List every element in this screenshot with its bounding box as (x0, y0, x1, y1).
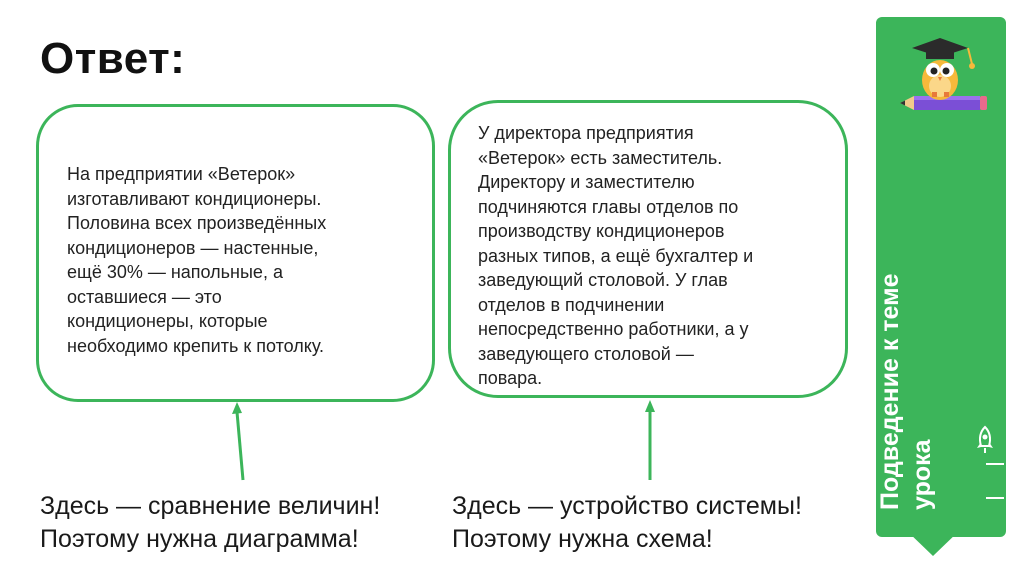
sidebar-divider-bottom (986, 497, 1004, 499)
sidebar-notch (906, 530, 960, 556)
rocket-icon (973, 425, 997, 455)
sidebar-divider-top (986, 463, 1004, 465)
problem-text-left: На предприятии «Ветерок» изготавливают кондиционеры. Половина всех произведённых кондиционеров — настенные, ещё 30% — напольные, а оставшиеся — это кондиционеры, которые необходимо крепить к потолку. (67, 164, 327, 356)
problem-text-right: У директора предприятия «Ветерок» есть заместитель. Директору и заместителю подчиняются главы отделов по производству кондиционеров разных типов, а ещё бухгалтер и заведующий столовой. У глав отделов в подчинении непосредственно работники, а у заведующего столовой — повара. (478, 123, 754, 388)
slide-title: Ответ: (40, 34, 186, 83)
caption-left: Здесь — сравнение величин! Поэтому нужна диаграмма! (40, 492, 381, 553)
sidebar-title-wrap (874, 273, 964, 510)
caption-right: Здесь — устройство системы! Поэтому нужна схема! (452, 492, 802, 553)
arrow-left (232, 402, 243, 480)
owl-mascot-icon (892, 30, 992, 125)
sidebar-title: Подведение к теме урока (876, 273, 936, 510)
arrow-right (645, 400, 655, 480)
